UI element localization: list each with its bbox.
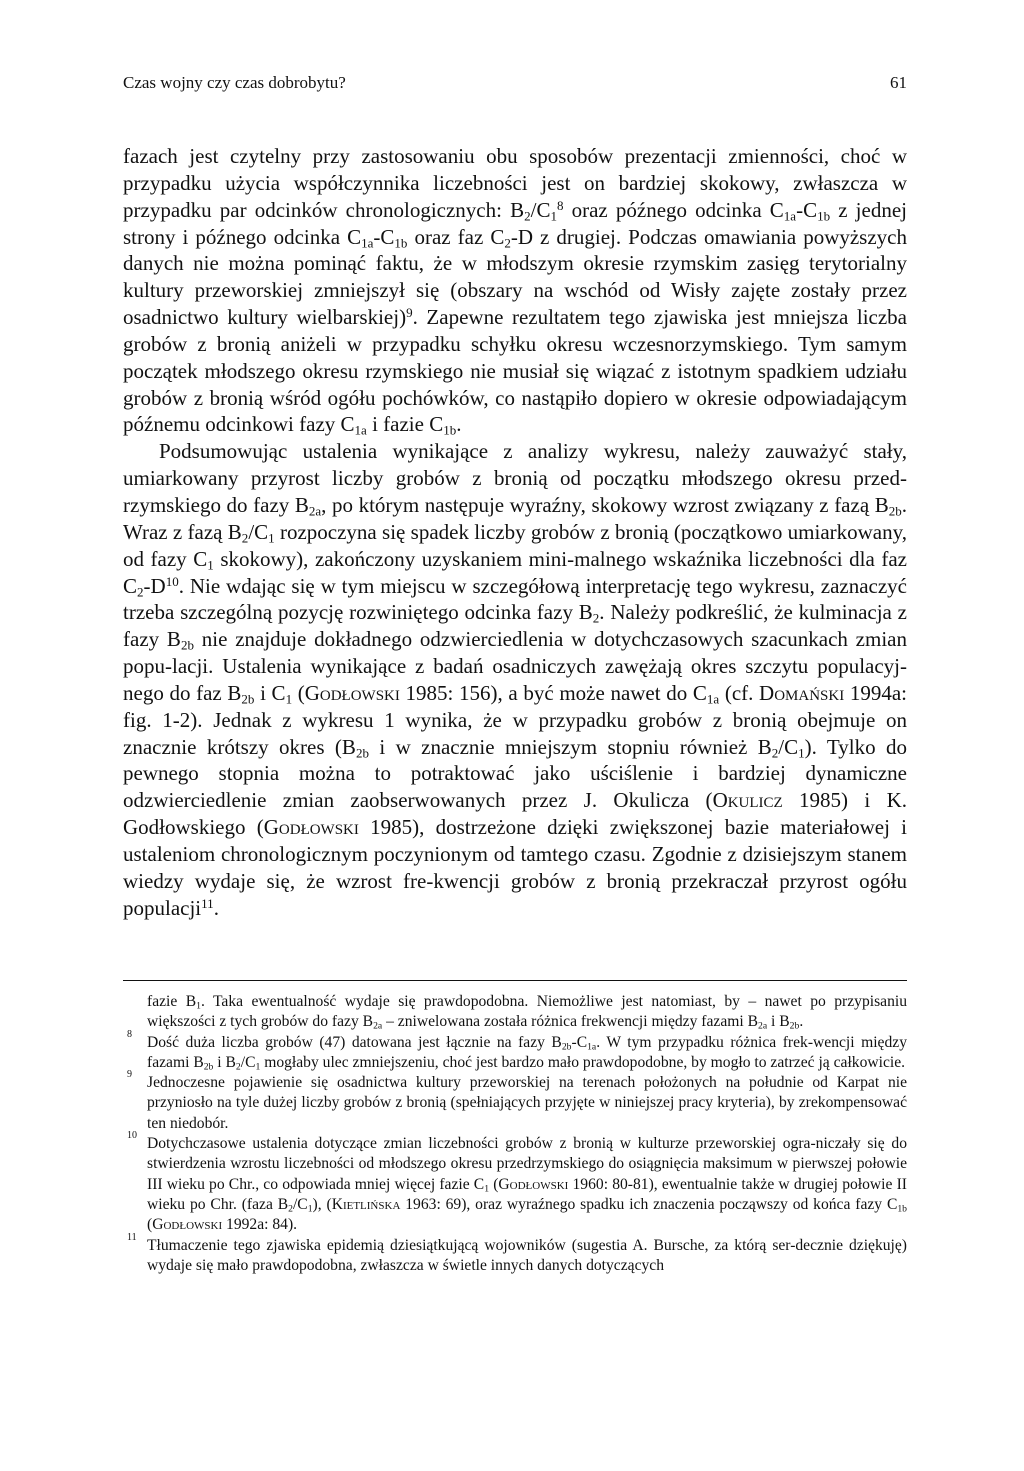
text: ( xyxy=(292,680,305,705)
subscript: 1a xyxy=(587,1041,597,1052)
text: fazie B xyxy=(147,993,197,1010)
text: i w znacznie mniejszym stopniu również B xyxy=(368,734,772,759)
text: . Zapewne rezultatem tego zjawiska jest mniejsza liczba grobów z bronią aniżeli w przypadku schyłku okresu wczesnorzymskiego. Tym samym początek młodszego okresu rzymskiego nie musiał się wiązać z istotnym spadkiem udziału grobów z bronią wśród ogółu pochówków, co nastąpiło dopiero w okresie odpowiadającym późnemu odcinkowi fazy C xyxy=(123,305,907,437)
text: (cf. xyxy=(719,680,760,705)
subscript: 1 xyxy=(255,1061,261,1073)
footnote-mark: 11 xyxy=(127,1231,137,1243)
subscript: 1 xyxy=(207,556,214,572)
text: Dość duża liczba grobów (47) datowana jest łącznie na fazy B xyxy=(147,1033,562,1051)
subscript: 1b xyxy=(897,1203,907,1215)
text: /C xyxy=(530,197,551,222)
text: -C xyxy=(571,1033,588,1051)
page-number: 61 xyxy=(890,73,907,92)
text: i fazie C xyxy=(366,412,444,437)
running-head xyxy=(123,72,907,94)
subscript: 1 xyxy=(798,744,805,760)
subscript: 2 xyxy=(288,1203,293,1215)
footnote-9 xyxy=(123,1069,907,1134)
footnotes xyxy=(123,992,907,1276)
text: . Należy podkreślić, że kulminacja z fazy B xyxy=(123,600,907,652)
subscript: 2a xyxy=(758,1020,768,1032)
text: -C xyxy=(373,224,395,249)
text: . Nie wdając się w tym miejscu w szczegółową interpretację tego wykresu, zaznaczyć trzeba szczególną pozycję rozwiniętego odcinka fazy B xyxy=(123,573,907,625)
paragraph-2 xyxy=(123,438,907,921)
subscript: 2 xyxy=(137,583,144,599)
subscript: 2 xyxy=(524,207,531,223)
subscript: 1a xyxy=(706,691,720,707)
text: i B xyxy=(767,1013,790,1031)
text: ). Tylko do pewnego stopnia można to potraktować jako uściślenie i bardziej dynamiczne odzwierciedlenie zmian zaobserwowanych przez J. Okulicza ( xyxy=(123,734,908,813)
text: . W tym przypadku różnica frek-wencji między fazami B xyxy=(147,1033,907,1071)
text: Jednoczesne pojawienie się osadnictwa kultury przeworskiej na terenach położonych na południe od Karpat nie przyniosło na tyle dużej liczby grobów z bronią (spełniających przyjęte w niniejszej pracy kryteria), by zrekompensować ten niedobór. xyxy=(147,1074,907,1132)
text: -D z drugiej. Podczas omawiania powyższych danych nie można pominąć faktu, że w młodszym okresie rzymskim zasięg terytorialny kultury przeworskiej zmniejszył się (obszary na wschód od Wisły zajęte zostały przez osadnictwo kultury wielbarskiej) xyxy=(123,224,907,330)
text: 1960: 80-81), ewentualnie także w drugiej połowie II wieku po Chr. (faza B xyxy=(147,1175,907,1213)
text: nie znajduje dokładnego odzwierciedlenia w dotychczasowych szacunkach zmian popu-lacji. Ustalenia wynikające z badań osadniczych zawężają okres szczytu populacyj-nego do faz B xyxy=(123,627,907,705)
footnote-8 xyxy=(123,1028,907,1074)
subscript: 2 xyxy=(504,234,511,250)
author-name: Godłowski xyxy=(304,680,400,705)
text: 1963: 69), oraz wyraźnego spadku ich znaczenia począwszy od końca fazy C xyxy=(400,1195,898,1213)
footnote-continuation xyxy=(123,992,907,1033)
footnote-mark: 9 xyxy=(127,1069,132,1081)
text: Tłumaczenie tego zjawiska epidemią dziesiątkującą wojowników (sugestia A. Bursche, za którą ser-decznie dziękuję) wydaje się mało prawdopodobna, zwłaszcza w świetle innych danych dotyczących xyxy=(147,1236,907,1274)
footnote-rule xyxy=(123,980,907,981)
text: 1985), dostrzeżone dzięki zwiększonej bazie materiałowej i ustaleniom chronologicznym poczynionym od tamtego czasu. Zgodnie z dzisiejszym stanem wiedzy wydaje się, że wzrost fre-kwencji grobów z bronią przekraczał przyrost ogółu populacji xyxy=(123,815,907,920)
subscript: 1b xyxy=(443,422,457,438)
subscript: 1 xyxy=(196,1000,201,1012)
main-text xyxy=(123,143,907,921)
text: z jednej strony i późnego odcinka C xyxy=(123,197,907,249)
subscript: 2b xyxy=(561,1041,572,1052)
subscript: 1 xyxy=(550,207,557,223)
subscript: 2b xyxy=(355,744,369,760)
text: fazach jest czytelny przy zastosowaniu obu sposobów prezentacji zmienności, choć w przypadku użycia współczynnika liczebności jest on bardziej skokowy, zwłaszcza w przypadku par odcinków chronologicznych: B xyxy=(123,144,907,222)
author-name: Kietlińska xyxy=(331,1195,401,1213)
running-title: Czas wojny czy czas dobrobytu? xyxy=(123,73,346,92)
subscript: 2b xyxy=(888,503,902,519)
text: ), ( xyxy=(312,1195,332,1213)
text: /C xyxy=(778,734,799,759)
subscript: 1a xyxy=(783,207,797,223)
text: /C xyxy=(292,1195,308,1213)
subscript: 2a xyxy=(308,503,322,519)
subscript: 1 xyxy=(484,1183,490,1195)
footnote-mark: 10 xyxy=(127,1130,137,1142)
text: . Wraz z fazą B xyxy=(123,492,907,544)
text: skokowy), zakończony uzyskaniem mini-malnego wskaźnika liczebności dla faz C xyxy=(123,546,907,598)
footnote-10 xyxy=(123,1130,907,1235)
text: ( xyxy=(489,1175,499,1193)
subscript: 2b xyxy=(180,637,194,653)
text: i C xyxy=(254,680,286,705)
text: oraz faz C xyxy=(407,224,505,249)
text: /C xyxy=(248,519,269,544)
text: 1992a: 84). xyxy=(222,1216,298,1234)
footnote-mark: 8 xyxy=(127,1028,132,1040)
text: mogłaby ulec zmniejszeniu, choć jest bardzo mało prawdopodobne, by mogło to zatrzeć ją całkowicie. xyxy=(260,1053,906,1071)
subscript: 1 xyxy=(268,530,275,546)
subscript: 1a xyxy=(354,422,367,438)
paragraph-1 xyxy=(123,143,907,438)
footnote-11 xyxy=(123,1231,907,1277)
text: 1985: 156), a być może nawet do C xyxy=(399,680,707,705)
subscript: 1 xyxy=(285,691,293,707)
author-name: Godłowski xyxy=(498,1175,569,1193)
author-name: Godłowski xyxy=(263,815,359,840)
text: oraz późnego odcinka C xyxy=(563,197,784,222)
subscript: 2b xyxy=(789,1020,800,1032)
author-name: Domański xyxy=(759,680,845,705)
footnote-ref-11: 11 xyxy=(201,895,214,911)
subscript: 1a xyxy=(361,234,374,250)
subscript: 1b xyxy=(817,207,831,223)
subscript: 2b xyxy=(241,691,255,707)
subscript: 2 xyxy=(235,1061,241,1073)
text: . Taka ewentualność wydaje się prawdopodobna. Niemożliwe jest natomiast, by – nawet po przypisaniu większości z tych grobów do fazy B xyxy=(147,993,907,1031)
text: rozpoczyna się spadek liczby grobów z bronią (początkowo umiarkowany, od fazy C xyxy=(123,519,907,571)
text: , po którym następuje wyraźny, skokowy wzrost związany z fazą B xyxy=(321,492,889,517)
text: . xyxy=(799,1013,804,1031)
text: ( xyxy=(147,1216,153,1234)
footnote-ref-10: 10 xyxy=(165,573,179,589)
text: -D xyxy=(143,573,166,598)
text: i B xyxy=(213,1053,236,1071)
footnote-ref-8: 8 xyxy=(556,197,564,213)
subscript: 2 xyxy=(592,610,600,626)
subscript: 2b xyxy=(203,1061,214,1073)
subscript: 1b xyxy=(394,234,408,250)
author-name: Godłowski xyxy=(152,1216,223,1234)
author-name: Okulicz xyxy=(712,788,783,813)
text: . xyxy=(213,895,219,920)
text: /C xyxy=(240,1053,256,1071)
footnote-ref-9: 9 xyxy=(406,304,413,320)
subscript: 2a xyxy=(373,1020,383,1032)
text: Dotychczasowe ustalenia dotyczące zmian liczebności grobów z bronią w kulturze przeworskiej ogra-niczały się do stwierdzenia wzrostu liczebności od młodszego okresu przedrzymskiego do osiągnięcia maksimum w pierwszej połowie III wieku po Chr., co odpowiada mniej więcej fazie C xyxy=(147,1135,907,1193)
text: 1985) i K. Godłowskiego ( xyxy=(123,788,907,840)
subscript: 2 xyxy=(771,744,779,760)
text: . xyxy=(456,412,462,437)
subscript: 2 xyxy=(241,530,249,546)
text: 1994a: fig. 1-2). Jednak z wykresu 1 wynika, że w przypadku grobów z bronią obejmuje on znacznie krótszy okres (B xyxy=(123,680,908,759)
text: – zniwelowana została różnica frekwencji między fazami B xyxy=(382,1013,758,1031)
text: -C xyxy=(796,197,818,222)
text: Podsumowując ustalenia wynikające z analizy wykresu, należy zauważyć stały, umiarkowany przyrost liczby grobów z bronią od początku młodszego okresu przed-rzymskiego do fazy B xyxy=(123,439,907,517)
subscript: 1 xyxy=(307,1203,313,1215)
